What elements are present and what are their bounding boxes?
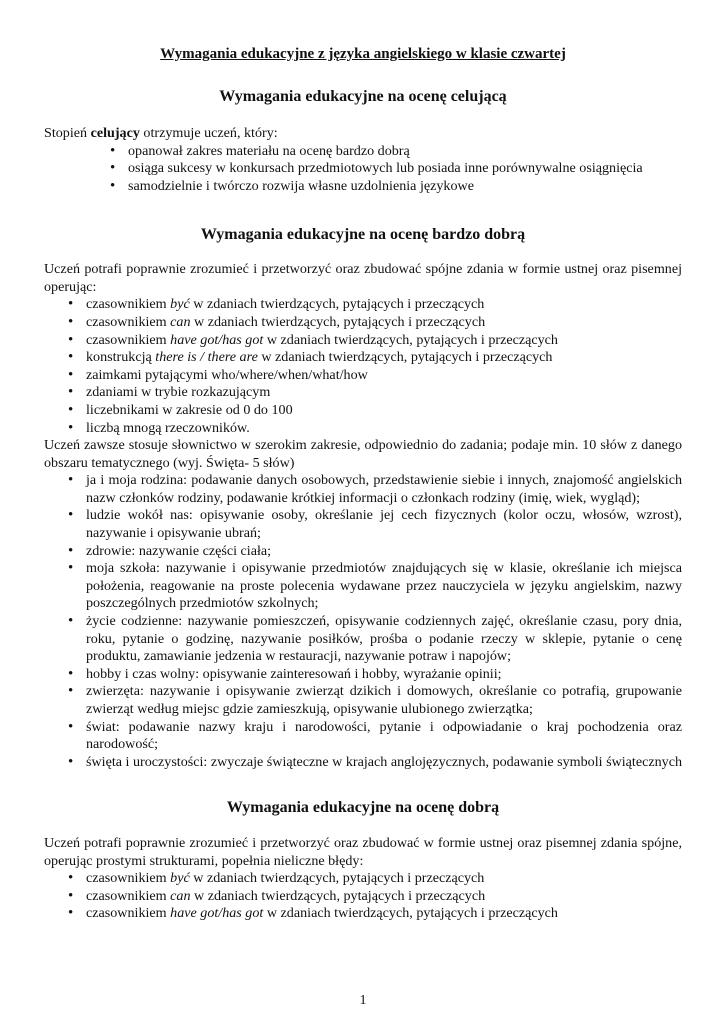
- bardzo-dobra-vocab-list: [44, 472, 682, 771]
- bardzo-dobra-intro: Uczeń potrafi poprawnie zrozumieć i przetworzyć oraz zbudować spójne zdania w formie ustnej oraz pisemnej operując:: [44, 261, 682, 295]
- list-item: • czasownikiem have got/has got w zdaniach twierdzących, pytających i przeczących: [86, 332, 682, 350]
- document-page: [44, 46, 682, 1008]
- celujaca-intro: Stopień celujący otrzymuje uczeń, który:: [44, 125, 278, 142]
- heading-dobra: Wymagania edukacyjne na ocenę dobrą: [226, 799, 500, 817]
- list-item: • świat: podawanie nazwy kraju i narodowości, pytanie i odpowiadanie o kraj pochodzenia oraz narodowość;: [86, 719, 682, 754]
- list-item: • życie codzienne: nazywanie pomieszczeń, opisywanie codziennych zajęć, określanie czasu, pory dnia, roku, pytanie o godzinę, nazywanie posiłków, prośba o podanie rzeczy w sklepie, pytanie o cenę produktu, zamawianie jedzenia w restauracji, nazywanie potraw i napojów;: [86, 613, 682, 666]
- list-item: • czasownikiem have got/has got w zdaniach twierdzących, pytających i przeczących: [86, 905, 682, 923]
- list-item: • czasownikiem can w zdaniach twierdzących, pytających i przeczących: [86, 888, 682, 906]
- heading-bardzo-dobra: Wymagania edukacyjne na ocenę bardzo dobrą: [200, 225, 526, 243]
- list-item: • zdaniami w trybie rozkazującym: [86, 384, 682, 402]
- list-item: • hobby i czas wolny: opisywanie zainteresowań i hobby, wyrażanie opinii;: [86, 666, 682, 684]
- document-title: Wymagania edukacyjne z języka angielskiego w klasie czwartej: [160, 46, 566, 62]
- dobra-intro: Uczeń potrafi poprawnie zrozumieć i przetworzyć oraz zbudować w formie ustnej oraz pisemnej zdania spójne, operując prostymi strukturami, popełnia nieliczne błędy:: [44, 834, 682, 869]
- list-item: • święta i uroczystości: zwyczaje świąteczne w krajach anglojęzycznych, podawanie symboli świątecznych: [86, 754, 682, 772]
- page-number: 1: [359, 992, 367, 1008]
- list-item: • czasownikiem być w zdaniach twierdzących, pytających i przeczących: [86, 296, 682, 314]
- bardzo-dobra-grammar-list: [44, 296, 682, 437]
- list-item: • zdrowie: nazywanie części ciała;: [86, 543, 682, 561]
- heading-celujaca: Wymagania edukacyjne na ocenę celującą: [219, 87, 507, 105]
- bardzo-dobra-vocab-intro: Uczeń zawsze stosuje słownictwo w szerokim zakresie, odpowiednio do zadania; podaje min. 10 słów z danego obszaru tematycznego (wyj. Święta- 5 słów): [44, 437, 682, 471]
- list-item: • ja i moja rodzina: podawanie danych osobowych, przedstawienie siebie i innych, znajomość angielskich nazw członków rodziny, podawanie krótkiej informacji o członkach rodziny (imię, wiek, wygląd);: [86, 472, 682, 507]
- dobra-grammar-list: [44, 870, 682, 923]
- list-item: • ludzie wokół nas: opisywanie osoby, określanie jej cech fizycznych (kolor oczu, włosów, wzrost), nazywanie i opisywanie ubrań;: [86, 507, 682, 542]
- celujaca-list: [44, 143, 682, 196]
- list-item: • liczebnikami w zakresie od 0 do 100: [86, 402, 682, 420]
- list-item: • osiąga sukcesy w konkursach przedmiotowych lub posiada inne porównywalne osiągnięcia: [128, 160, 682, 178]
- list-item: • zwierzęta: nazywanie i opisywanie zwierząt dzikich i domowych, określanie co potrafią, grupowanie zwierząt według miejsc gdzie zamieszkują, opisywanie ulubionego zwierzątka;: [86, 683, 682, 718]
- list-item: • liczbą mnogą rzeczowników.: [86, 420, 682, 438]
- list-item: • zaimkami pytającymi who/where/when/what/how: [86, 367, 682, 385]
- list-item: • konstrukcją there is / there are w zdaniach twierdzących, pytających i przeczących: [86, 349, 682, 367]
- list-item: • samodzielnie i twórczo rozwija własne uzdolnienia językowe: [128, 178, 682, 196]
- list-item: • opanował zakres materiału na ocenę bardzo dobrą: [128, 143, 682, 161]
- list-item: • czasownikiem być w zdaniach twierdzących, pytających i przeczących: [86, 870, 682, 888]
- list-item: • czasownikiem can w zdaniach twierdzących, pytających i przeczących: [86, 314, 682, 332]
- list-item: • moja szkoła: nazywanie i opisywanie przedmiotów znajdujących się w klasie, określanie ich miejsca położenia, reagowanie na proste polecenia wydawane przez nauczyciela w języku angielskim, nazwy poszczególnych przedmiotów szkolnych;: [86, 560, 682, 613]
